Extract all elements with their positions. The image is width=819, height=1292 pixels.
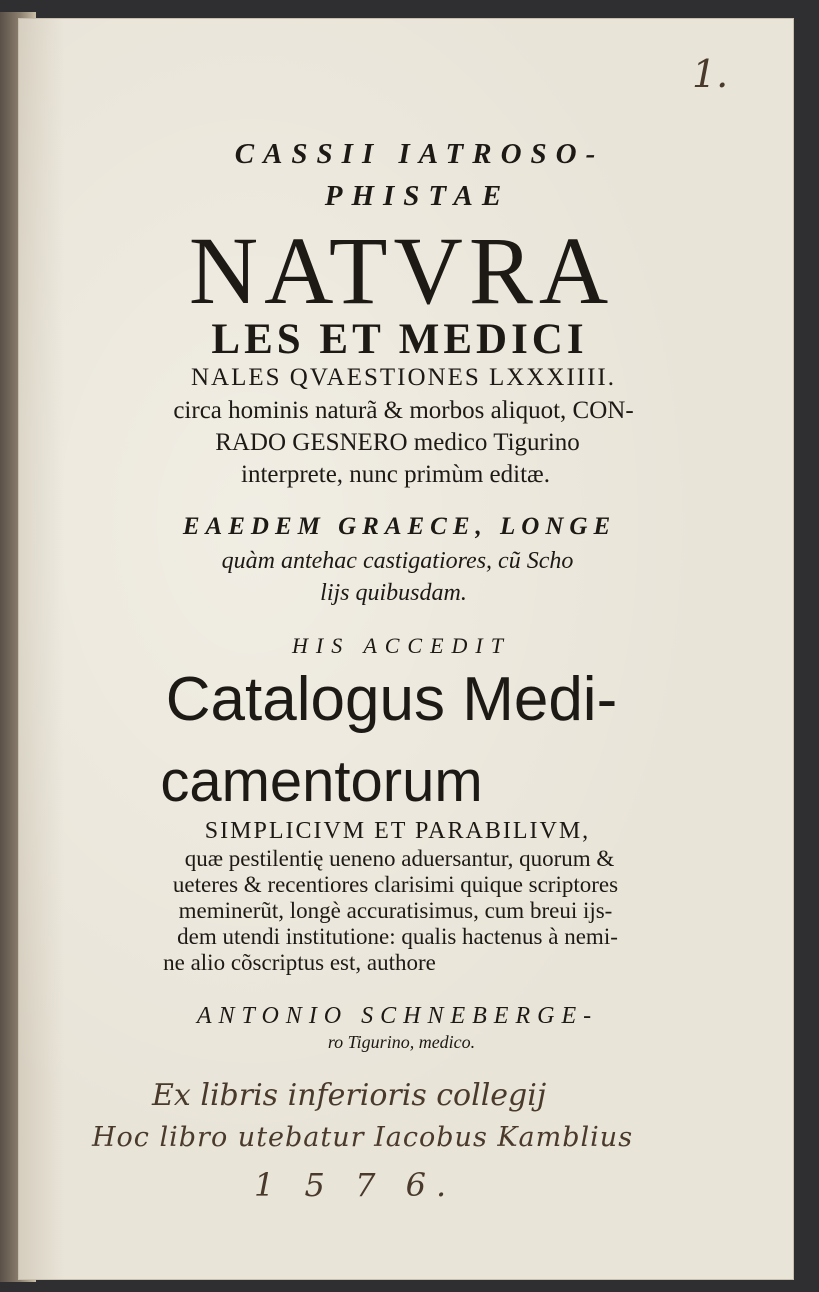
catalogus-line-2: camentorum bbox=[160, 749, 483, 814]
author-name-line-1: ANTONIO SCHNEBERGE- bbox=[196, 1003, 599, 1029]
description-line-3: meminerũt, longè accuratisimus, cum breui ijs- bbox=[178, 898, 613, 923]
catalogus-line-1: Catalogus Medi- bbox=[165, 665, 618, 734]
eaedem-line-2: lijs quibusdam. bbox=[320, 580, 467, 606]
description-line-5: ne alio cõscriptus est, authore bbox=[163, 950, 436, 975]
eaedem-heading: EAEDEM GRAECE, LONGE bbox=[182, 513, 617, 540]
eaedem-line-1: quàm antehac castigatiores, cũ Scho bbox=[221, 548, 574, 574]
simplicium-line: SIMPLICIVM ET PARABILIVM, bbox=[204, 818, 591, 844]
description-line-2: ueteres & recentiores clarisimi quique scriptores bbox=[172, 872, 619, 897]
inscription-ex-libris: Ex libris inferioris collegij bbox=[152, 1078, 547, 1113]
inscription-year: 1 5 7 6. bbox=[254, 1166, 457, 1204]
inscription-owner: Hoc libro utebatur Iacobus Kamblius bbox=[92, 1122, 634, 1153]
body-line-1: circa hominis naturã & morbos aliquot, CON- bbox=[173, 397, 634, 424]
description-line-1: quæ pestilentię ueneno aduersantur, quorum & bbox=[184, 846, 615, 871]
description-line-4: dem utendi institutione: qualis hactenus à nemi- bbox=[177, 924, 618, 949]
title-line-2: LES ET MEDICI bbox=[211, 316, 588, 363]
body-line-3: interprete, nunc primùm editæ. bbox=[241, 461, 550, 488]
author-line-2: PHISTAE bbox=[324, 180, 511, 212]
author-name-line-2: ro Tigurino, medico. bbox=[327, 1032, 476, 1052]
main-title: NATVRA bbox=[188, 217, 615, 324]
body-line-2: RADO GESNERO medico Tigurino bbox=[215, 429, 580, 456]
accedit-heading: HIS ACCEDIT bbox=[292, 633, 511, 658]
folio-number: 1. bbox=[692, 52, 729, 96]
author-line-1: CASSII IATROSO- bbox=[234, 138, 605, 170]
title-line-3: NALES QVAESTIONES LXXXIIII. bbox=[190, 364, 617, 391]
